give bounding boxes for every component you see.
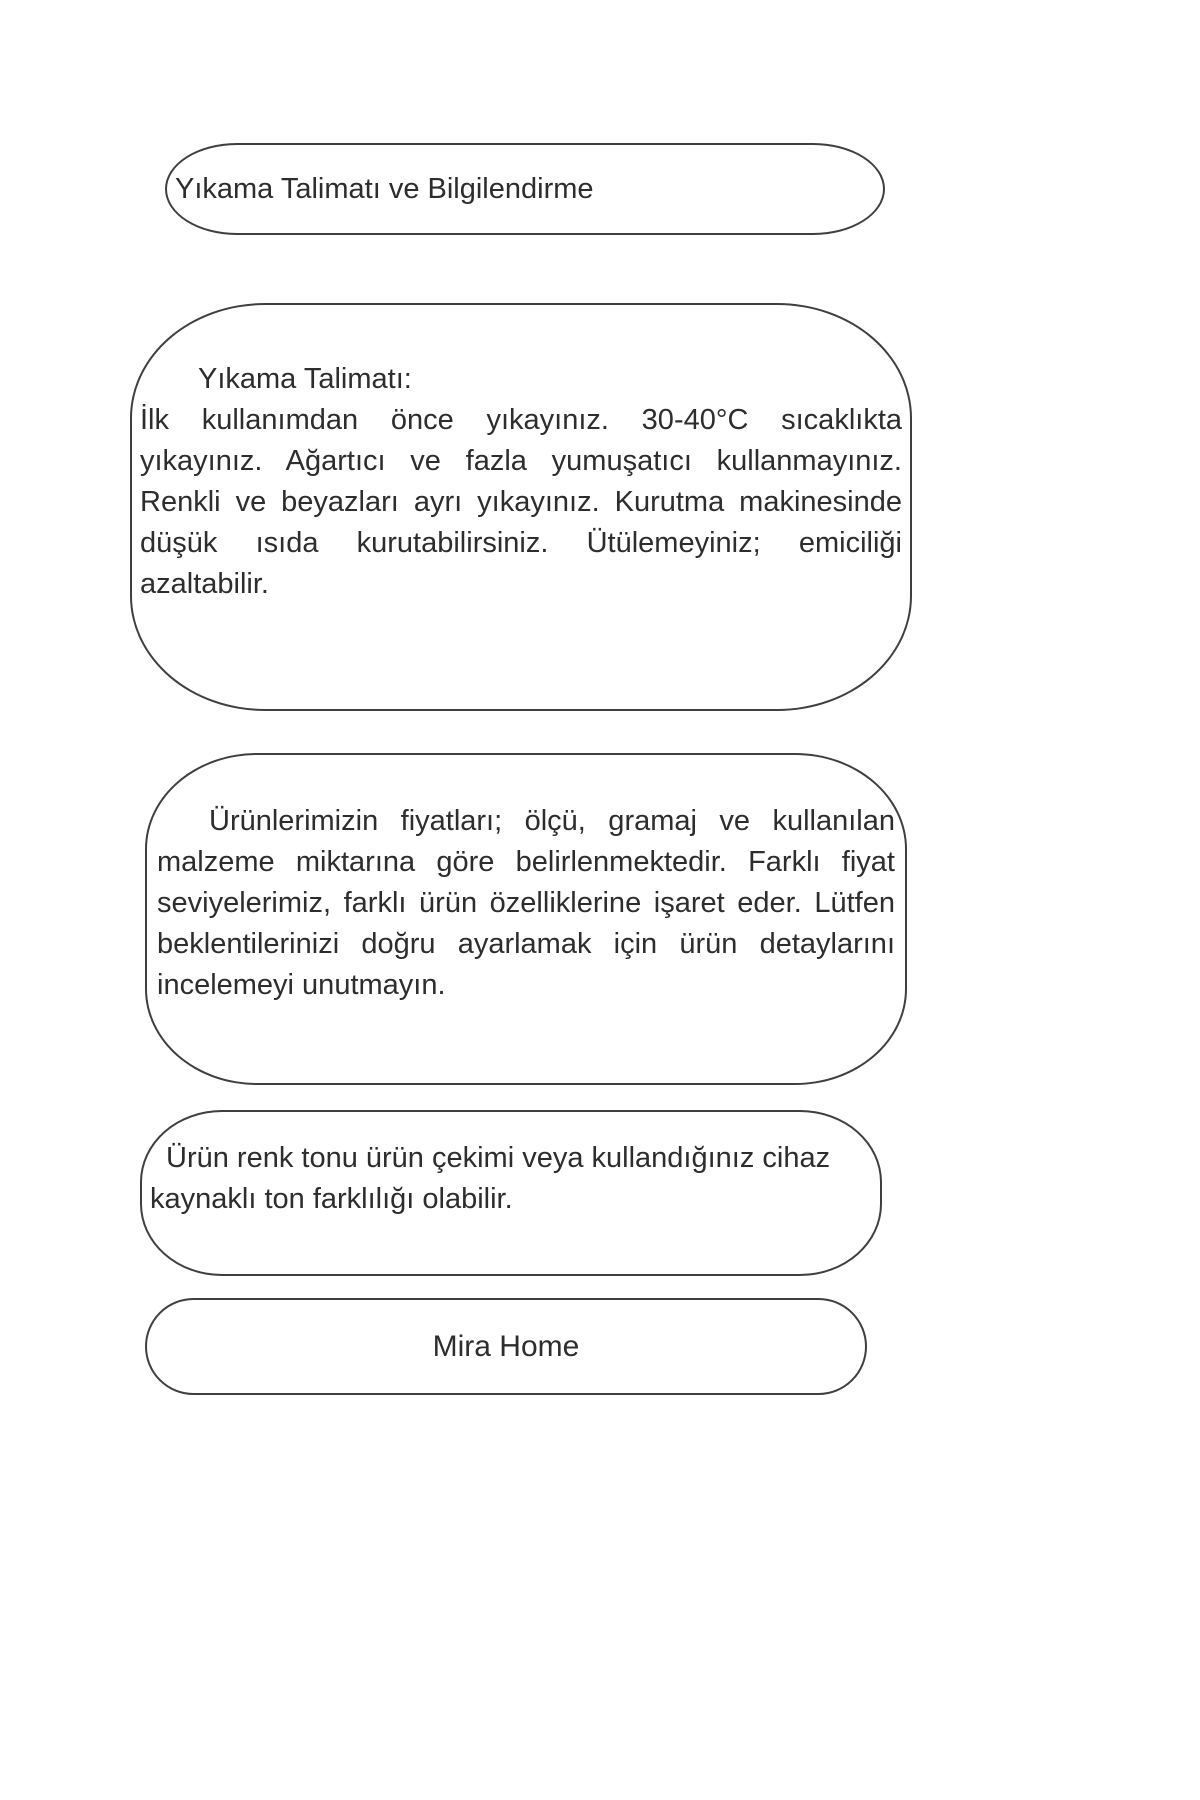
brand-box: [145, 1298, 867, 1395]
color-tone-note-body: Ürün renk tonu ürün çekimi veya kullandığınız cihaz kaynaklı ton farklılığı olabilir.: [150, 1142, 831, 1215]
pricing-info-box: [145, 753, 907, 1085]
wash-instructions-heading: Yıkama Talimatı:: [198, 363, 412, 395]
title-box: [165, 143, 885, 235]
page-title: Yıkama Talimatı ve Bilgilendirme: [175, 172, 594, 205]
pricing-info-body: Ürünlerimizin fiyatları; ölçü, gramaj ve kullanılan malzeme miktarına göre belirlenmektedir. Farklı fiyat seviyelerimiz, farklı ürün özelliklerine işaret eder. Lütfen beklentilerinizi doğru ayarlamak için ürün detaylarını incelemeyi unutmayın.: [157, 805, 895, 1001]
wash-instructions-box: [130, 303, 912, 711]
wash-instructions-body: İlk kullanımdan önce yıkayınız. 30-40°C sıcaklıkta yıkayınız. Ağartıcı ve fazla yumuşatıcı kullanmayınız. Renkli ve beyazları ayrı yıkayınız. Kurutma makinesinde düşük ısıda kurutabilirsiniz. Ütülemeyiniz; emiciliği azaltabilir.: [140, 404, 902, 600]
color-tone-note-box: [140, 1110, 882, 1276]
brand-name: Mira Home: [432, 1330, 580, 1363]
